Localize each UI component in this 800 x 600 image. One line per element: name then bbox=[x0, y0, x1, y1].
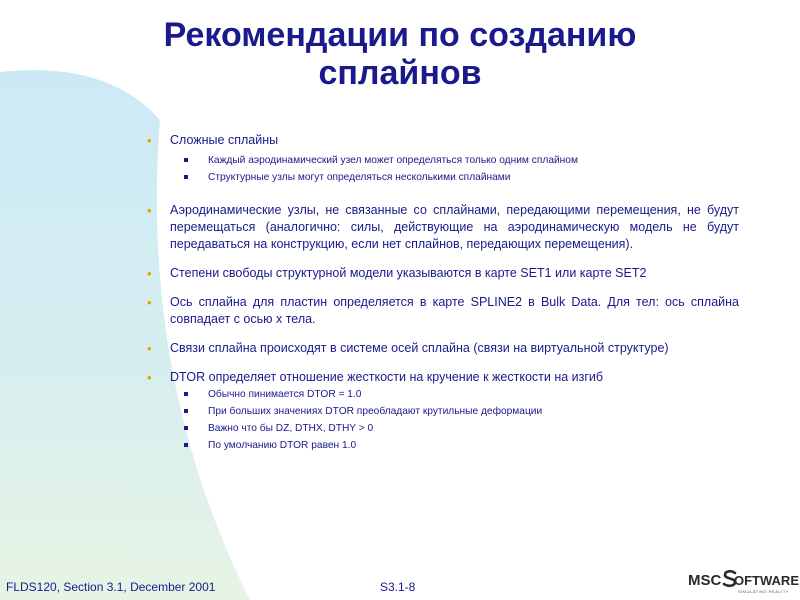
bullet-item-spline-axis bbox=[147, 294, 739, 328]
footer-course-info: FLDS120, Section 3.1, December 2001 bbox=[6, 580, 216, 594]
bullet-dot-icon: • bbox=[147, 295, 152, 310]
square-bullet-icon bbox=[184, 443, 188, 447]
square-bullet-icon bbox=[184, 409, 188, 413]
slide-title-line2: сплайнов bbox=[318, 54, 482, 92]
sub-item bbox=[170, 169, 739, 186]
bullet-dot-icon: • bbox=[147, 133, 152, 148]
bullet-item-dof bbox=[147, 265, 739, 282]
bullet-text: Сложные сплайны bbox=[170, 133, 279, 147]
logo-tagline: SIMULATING REALITY bbox=[738, 589, 789, 594]
sub-list bbox=[170, 152, 739, 186]
bullet-dot-icon: • bbox=[147, 266, 152, 281]
bullet-item-dtor bbox=[147, 369, 739, 454]
bullet-dot-icon: • bbox=[147, 341, 152, 356]
square-bullet-icon bbox=[184, 426, 188, 430]
msc-software-logo bbox=[688, 572, 799, 600]
square-bullet-icon bbox=[184, 158, 188, 162]
bullet-item-aero-nodes bbox=[147, 202, 739, 253]
bullet-dot-icon: • bbox=[147, 370, 152, 385]
sub-item bbox=[170, 420, 739, 437]
footer-page-number: S3.1-8 bbox=[380, 580, 416, 594]
sub-item-text: Каждый аэродинамический узел может определяться только одним сплайном bbox=[208, 155, 578, 166]
square-bullet-icon bbox=[184, 392, 188, 396]
sub-item bbox=[170, 152, 739, 169]
logo-software-text: OFTWARE bbox=[734, 573, 799, 588]
sub-item bbox=[170, 403, 739, 420]
slide-title-line1: Рекомендации по созданию bbox=[163, 16, 637, 54]
bullet-item-complex-splines bbox=[147, 132, 739, 186]
bullet-text: DTOR определяет отношение жесткости на кручение к жесткости на изгиб bbox=[170, 370, 604, 384]
sub-item bbox=[170, 437, 739, 454]
sub-item-text: Важно что бы DZ, DTHX, DTHY > 0 bbox=[208, 423, 374, 434]
sub-item-text: При больших значениях DTOR преобладают крутильные деформации bbox=[208, 406, 543, 417]
sub-item-text: Структурные узлы могут определяться несколькими сплайнами bbox=[208, 172, 511, 183]
logo-msc-text: MSC bbox=[688, 572, 722, 589]
bullet-text: Связи сплайна происходят в системе осей сплайна (связи на виртуальной структуре) bbox=[170, 341, 669, 355]
bullet-item-spline-links bbox=[147, 340, 739, 357]
sub-list bbox=[170, 386, 739, 454]
sub-item-text: Обычно пинимается DTOR = 1.0 bbox=[208, 389, 362, 400]
bullet-dot-icon: • bbox=[147, 203, 152, 218]
square-bullet-icon bbox=[184, 175, 188, 179]
sub-item-text: По умолчанию DTOR равен 1.0 bbox=[208, 440, 357, 451]
bullet-text: Аэродинамические узлы, не связанные со сплайнами, передающими перемещения, не будут перемещаться (аналогично: силы, действующие на аэродинамическую модель не будут передаваться на конструкцию, если нет сплайнов, передающих перемещения). bbox=[170, 203, 739, 251]
bullet-text: Степени свободы структурной модели указываются в карте SET1 или карте SET2 bbox=[170, 266, 647, 280]
slide-content bbox=[147, 132, 739, 454]
sub-item bbox=[170, 386, 739, 403]
slide-title bbox=[110, 16, 690, 92]
bullet-text: Ось сплайна для пластин определяется в карте SPLINE2 в Bulk Data. Для тел: ось сплайна совпадает с осью x тела. bbox=[170, 295, 739, 326]
